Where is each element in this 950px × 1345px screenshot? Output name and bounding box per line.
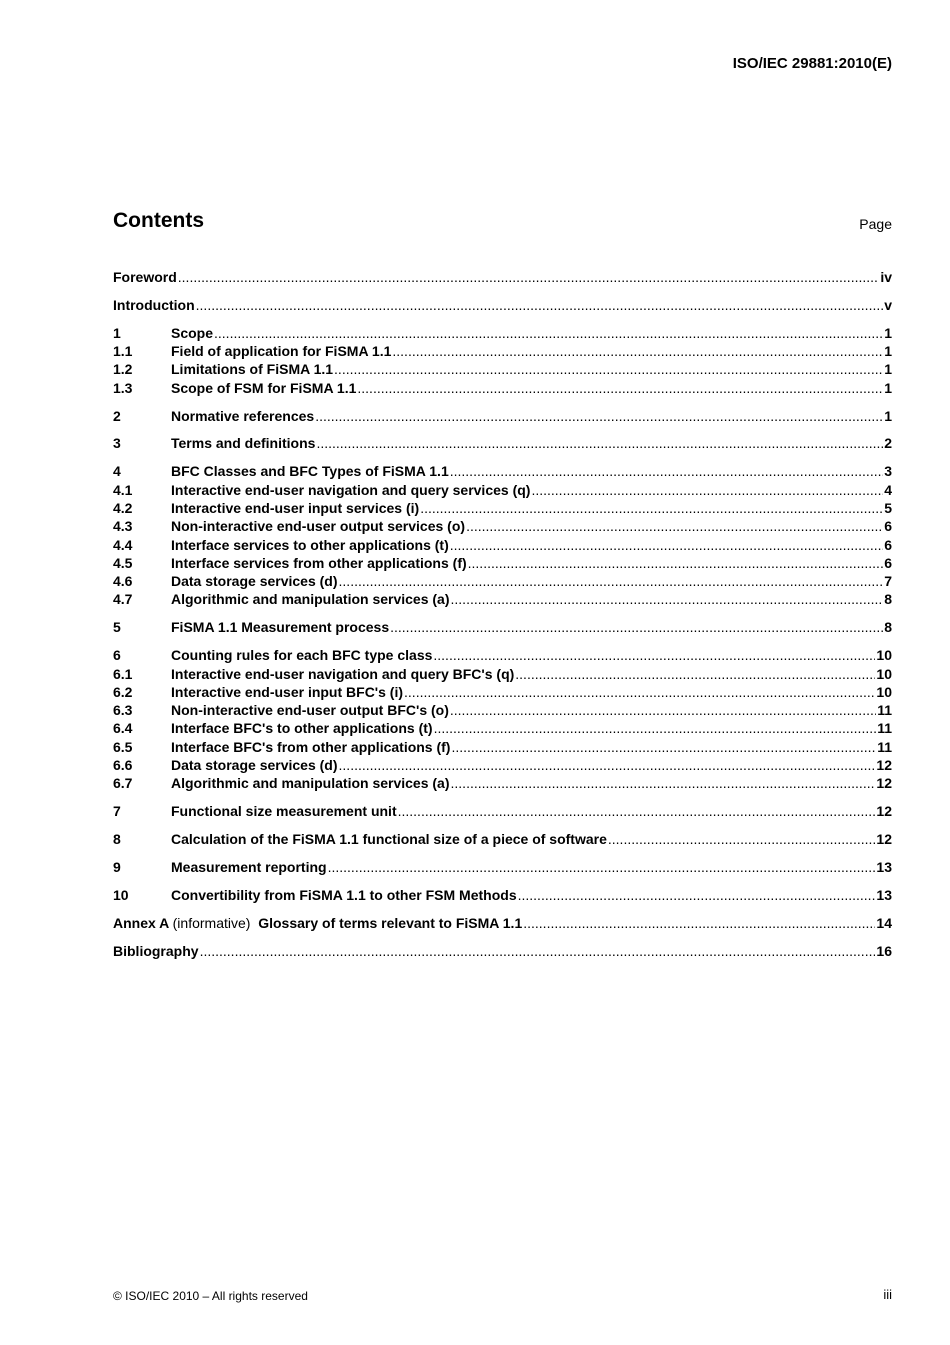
contents-heading: Contents	[113, 209, 204, 232]
annex-note: (informative)	[172, 914, 251, 931]
toc-entry-page: 10	[876, 665, 892, 682]
toc-entry-title: Interface BFC's to other applications (t)	[171, 720, 433, 737]
toc-entry-page: 14	[876, 914, 892, 931]
toc-entry-6-3[interactable]	[113, 701, 892, 719]
toc-entry-annex-a[interactable]	[113, 914, 892, 932]
toc-entry-page: 13	[876, 858, 892, 875]
toc-entry-number: 6.6	[113, 756, 133, 773]
toc-entry-page: 11	[877, 702, 892, 719]
toc-entry-page: 1	[884, 361, 892, 378]
toc-entry-number: 6.7	[113, 775, 133, 792]
toc-entry-page: 10	[876, 683, 892, 700]
toc-entry-page: 5	[884, 499, 892, 516]
toc-entry-page: 1	[884, 379, 892, 396]
toc-entry-number: 7	[113, 803, 121, 820]
toc-entry-1-3[interactable]	[113, 379, 892, 397]
toc-entry-page: 3	[884, 463, 892, 480]
footer-copyright: © ISO/IEC 2010 – All rights reserved	[113, 1289, 308, 1303]
toc-leader-dots	[608, 830, 876, 848]
toc-entry-title: Normative references	[171, 407, 315, 424]
toc-leader-dots	[339, 756, 876, 774]
toc-leader-dots	[339, 572, 884, 590]
toc-entry-number: 6.4	[113, 720, 133, 737]
toc-entry-title: Data storage services (d)	[171, 573, 338, 590]
toc-entry-page: 12	[876, 775, 892, 792]
toc-entry-number: 1	[113, 324, 121, 341]
toc-entry-title: Data storage services (d)	[171, 756, 338, 773]
toc-entry-title: Interface services from other applications (f)	[171, 554, 467, 571]
toc-entry-6-1[interactable]	[113, 665, 892, 683]
toc-entry-number: 2	[113, 407, 121, 424]
toc-entry-title: Interactive end-user navigation and query BFC's (q)	[171, 665, 515, 682]
toc-entry-page: iv	[880, 269, 892, 285]
toc-entry-page: 8	[884, 619, 892, 636]
document-id: ISO/IEC 29881:2010(E)	[732, 55, 892, 72]
toc-entry-page: 1	[884, 324, 892, 341]
toc-leader-dots	[390, 618, 883, 636]
toc-leader-dots	[434, 719, 877, 737]
toc-entry-title: Measurement reporting	[171, 858, 327, 875]
toc-entry-page: 4	[884, 481, 892, 498]
toc-leader-dots	[450, 462, 883, 480]
toc-leader-dots	[515, 665, 875, 683]
toc-leader-dots	[398, 802, 876, 820]
toc-entry-title: Interactive end-user navigation and query services (q)	[171, 481, 531, 498]
toc-entry-page: 16	[876, 942, 892, 959]
toc-leader-dots	[334, 360, 883, 378]
toc-entry-number: 4.5	[113, 554, 133, 571]
toc-leader-dots	[357, 379, 883, 397]
toc-entry-title: Foreword	[113, 269, 177, 285]
toc-entry-number: 4.6	[113, 573, 133, 590]
footer-page-number: iii	[883, 1287, 892, 1302]
toc-entry-title: Calculation of the FiSMA 1.1 functional size of a piece of software	[171, 831, 607, 848]
toc-entry-number: 6.5	[113, 738, 133, 755]
toc-entry-number: 4.1	[113, 481, 133, 498]
annex-title: Glossary of terms relevant to FiSMA 1.1	[258, 914, 523, 931]
toc-entry-5[interactable]	[113, 618, 892, 636]
toc-entry-title: BFC Classes and BFC Types of FiSMA 1.1	[171, 463, 449, 480]
toc-entry-title: Interactive end-user input services (i)	[171, 499, 420, 516]
toc-leader-dots	[328, 858, 876, 876]
toc-entry-bibliography[interactable]	[113, 942, 892, 960]
toc-entry-title: Algorithmic and manipulation services (a)	[171, 591, 450, 608]
toc-entry-10[interactable]	[113, 886, 892, 904]
toc-entry-number: 6.1	[113, 665, 133, 682]
toc-entry-4-6[interactable]	[113, 572, 892, 590]
toc-leader-dots	[451, 590, 884, 608]
toc-entry-page: 11	[877, 738, 892, 755]
toc-entry-4-2[interactable]	[113, 499, 892, 517]
toc-entry-title: Field of application for FiSMA 1.1	[171, 343, 392, 360]
toc-leader-dots	[392, 342, 883, 360]
toc-leader-dots	[433, 646, 875, 664]
toc-entry-page: 10	[876, 647, 892, 664]
toc-entry-title: Limitations of FiSMA 1.1	[171, 361, 334, 378]
toc-entry-number: 6.3	[113, 702, 133, 719]
toc-entry-title: Non-interactive end-user output services (o)	[171, 518, 466, 535]
toc-entry-number: 4.3	[113, 518, 133, 535]
toc-entry-8[interactable]	[113, 830, 892, 848]
toc-entry-page: 12	[876, 803, 892, 820]
toc-entry-7[interactable]	[113, 802, 892, 820]
toc-entry-title: Non-interactive end-user output BFC's (o)	[171, 702, 449, 719]
toc-entry-number: 4	[113, 463, 121, 480]
toc-leader-dots	[468, 554, 884, 572]
toc-leader-dots	[451, 738, 876, 756]
toc-entry-1[interactable]	[113, 324, 892, 342]
toc-entry-title: Convertibility from FiSMA 1.1 to other FSM Methods	[171, 886, 517, 903]
toc-entry-number: 10	[113, 886, 129, 903]
toc-entry-title: Introduction	[113, 296, 195, 313]
toc-entry-6-2[interactable]	[113, 683, 892, 701]
toc-leader-dots	[420, 499, 883, 517]
toc-entry-page: 12	[876, 831, 892, 848]
toc-entry-number: 1.3	[113, 379, 133, 396]
toc-entry-number: 1.2	[113, 361, 133, 378]
toc-entry-page: 1	[884, 407, 892, 424]
toc-entry-page: 2	[884, 435, 892, 452]
toc-entry-title: FiSMA 1.1 Measurement process	[171, 619, 390, 636]
toc-entry-page: 1	[884, 343, 892, 360]
toc-entry-page: 6	[884, 554, 892, 571]
toc-entry-number: 4.2	[113, 499, 133, 516]
toc-leader-dots	[466, 517, 883, 535]
toc-entry-3[interactable]	[113, 434, 892, 452]
toc-entry-6[interactable]	[113, 646, 892, 664]
toc-entry-4-5[interactable]	[113, 554, 892, 572]
toc-leader-dots	[450, 536, 883, 554]
toc-entry-page: 6	[884, 536, 892, 553]
toc-entry-page: 12	[876, 756, 892, 773]
toc-entry-title: Bibliography	[113, 942, 199, 959]
toc-entry-title	[113, 914, 522, 932]
toc-entry-number: 6	[113, 647, 121, 664]
toc-leader-dots	[315, 407, 883, 425]
toc-leader-dots	[523, 914, 875, 932]
toc-leader-dots	[316, 434, 883, 452]
toc-entry-number: 4.7	[113, 591, 133, 608]
table-of-contents	[113, 268, 892, 960]
toc-entry-title: Scope of FSM for FiSMA 1.1	[171, 379, 357, 396]
toc-entry-number: 9	[113, 858, 121, 875]
toc-entry-number: 4.4	[113, 536, 133, 553]
toc-entry-title: Interface BFC's from other applications (f)	[171, 738, 451, 755]
toc-entry-number: 5	[113, 619, 121, 636]
toc-entry-number: 6.2	[113, 683, 133, 700]
toc-entry-number: 8	[113, 831, 121, 848]
toc-entry-4-7[interactable]	[113, 590, 892, 608]
toc-leader-dots	[451, 774, 876, 792]
toc-entry-4[interactable]	[113, 462, 892, 480]
toc-entry-number: 3	[113, 435, 121, 452]
toc-entry-page: 6	[884, 518, 892, 535]
toc-entry-title: Algorithmic and manipulation services (a)	[171, 775, 450, 792]
annex-label: Annex A	[113, 914, 169, 931]
page-column-label: Page	[859, 216, 892, 232]
toc-entry-9[interactable]	[113, 858, 892, 876]
toc-entry-page: 8	[884, 591, 892, 608]
toc-entry-1-2[interactable]	[113, 360, 892, 378]
toc-entry-6-5[interactable]	[113, 738, 892, 756]
toc-leader-dots	[404, 683, 875, 701]
toc-entry-foreword[interactable]	[113, 268, 892, 286]
toc-entry-2[interactable]	[113, 407, 892, 425]
toc-entry-title: Interface services to other applications (t)	[171, 536, 449, 553]
toc-leader-dots	[518, 886, 876, 904]
toc-entry-page: 11	[877, 720, 892, 737]
toc-entry-4-3[interactable]	[113, 517, 892, 535]
toc-entry-1-1[interactable]	[113, 342, 892, 360]
toc-leader-dots	[178, 268, 880, 286]
toc-leader-dots	[196, 296, 884, 314]
toc-entry-page: 7	[884, 573, 892, 590]
toc-entry-6-7[interactable]	[113, 774, 892, 792]
toc-entry-title: Functional size measurement unit	[171, 803, 397, 820]
toc-entry-page: 13	[876, 886, 892, 903]
toc-entry-title: Terms and definitions	[171, 435, 316, 452]
toc-leader-dots	[214, 324, 883, 342]
toc-entry-title: Scope	[171, 324, 214, 341]
toc-entry-4-4[interactable]	[113, 536, 892, 554]
toc-entry-6-6[interactable]	[113, 756, 892, 774]
toc-entry-title: Interactive end-user input BFC's (i)	[171, 683, 404, 700]
toc-leader-dots	[450, 701, 876, 719]
toc-entry-page: v	[884, 296, 892, 313]
toc-entry-number: 1.1	[113, 343, 133, 360]
toc-entry-6-4[interactable]	[113, 719, 892, 737]
toc-entry-title: Counting rules for each BFC type class	[171, 647, 433, 664]
toc-leader-dots	[531, 481, 883, 499]
toc-entry-4-1[interactable]	[113, 481, 892, 499]
toc-leader-dots	[200, 942, 876, 960]
toc-entry-introduction[interactable]	[113, 296, 892, 314]
